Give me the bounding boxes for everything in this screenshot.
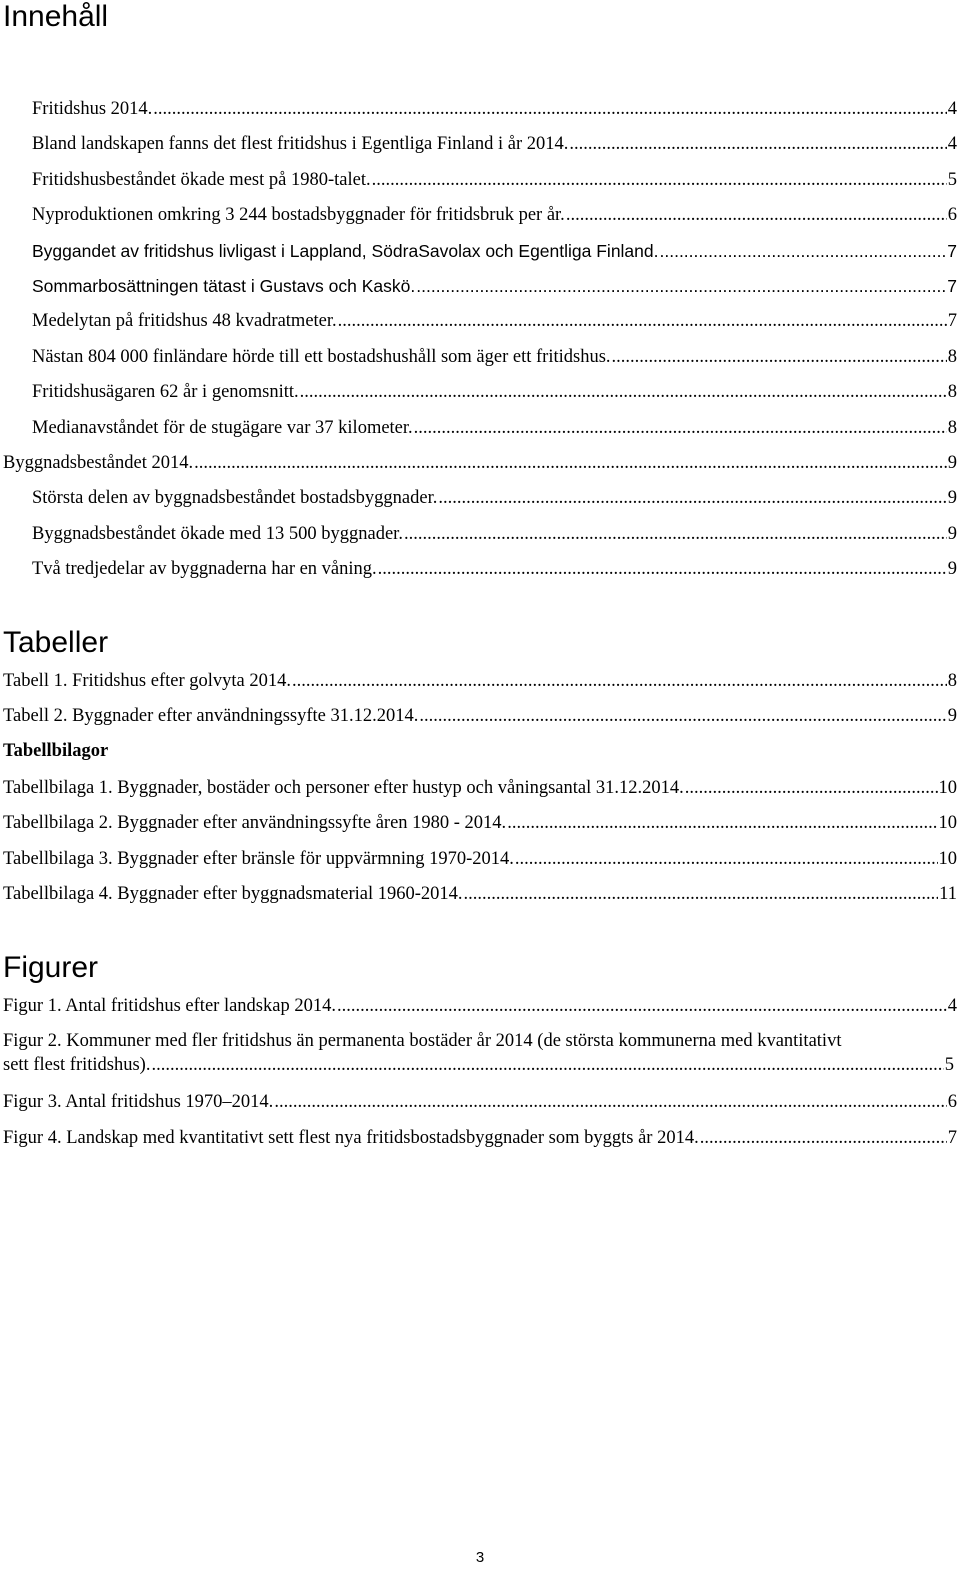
toc-entry-page: 4 [947, 996, 957, 1016]
contents-list [0, 97, 957, 592]
toc-entry-page: 10 [938, 813, 957, 834]
toc-entry-title: Byggnadsbeståndet 2014. [3, 452, 194, 473]
toc-entry-title: Figur 4. Landskap med kvantitativt sett flest nya fritidsbostadsbyggnader som byggts år 2014. [3, 1127, 699, 1148]
dot-leader [566, 203, 947, 227]
toc-entry-title: Tabellbilaga 2. Byggnader efter användningssyfte åren 1980 - 2014. [3, 813, 507, 834]
toc-entry-page: 5 [947, 169, 957, 190]
toc-entry[interactable] [0, 522, 957, 557]
dot-leader [515, 847, 938, 871]
appendices-list [0, 776, 957, 918]
toc-entry-title: Nästan 804 000 finländare hörde till ett bostadshushåll som äger ett fritidshus. [32, 346, 611, 367]
toc-entry-title: Två tredjedelar av byggnaderna har en våning. [32, 559, 377, 580]
toc-entry[interactable] [0, 882, 957, 917]
tables-list [0, 669, 957, 740]
toc-entry-page: 9 [947, 452, 957, 473]
toc-entry[interactable] [0, 97, 957, 132]
toc-entry-title: Bland landskapen fanns det flest fritidshus i Egentliga Finland i år 2014. [32, 134, 569, 155]
toc-entry[interactable] [0, 380, 957, 415]
toc-entry-page: 4 [947, 134, 957, 155]
toc-entry-title: Tabellbilaga 3. Byggnader efter bränsle för uppvärmning 1970-2014. [3, 848, 514, 869]
dot-leader [194, 451, 947, 475]
toc-entry[interactable] [0, 239, 957, 274]
toc-entry-page: 10 [938, 848, 957, 869]
dot-leader [464, 882, 939, 906]
toc-entry-title: Största delen av byggnadsbeståndet bostadsbyggnader. [32, 488, 438, 509]
dot-leader [300, 380, 947, 404]
toc-entry[interactable] [0, 811, 957, 846]
dot-leader [416, 274, 946, 298]
dot-leader [372, 168, 947, 192]
toc-entry-title: Byggandet av fritidshus livligast i Lappland, SödraSavolax och Egentliga Finland. [32, 240, 659, 261]
toc-entry-page: 6 [947, 205, 957, 226]
toc-entry[interactable] [0, 416, 957, 451]
toc-entry[interactable] [0, 203, 957, 238]
toc-entry-page: 8 [947, 671, 957, 691]
toc-entry[interactable] [0, 847, 957, 882]
toc-entry-page: 7 [947, 275, 957, 296]
toc-entry-page: 7 [947, 311, 957, 332]
toc-entry[interactable] [0, 345, 957, 380]
appendices-heading: Tabellbilagor [3, 741, 109, 761]
toc-entry[interactable] [0, 994, 957, 1029]
toc-entry[interactable] [0, 669, 957, 704]
toc-entry-title: Sommarbosättningen tätast i Gustavs och Kaskö. [32, 275, 416, 296]
dot-leader [404, 522, 947, 546]
toc-entry-title: Tabell 2. Byggnader efter användningssyfte 31.12.2014. [3, 706, 419, 727]
toc-entry-title: Byggnadsbeståndet ökade med 13 500 byggnader. [32, 523, 403, 544]
dot-leader [414, 416, 947, 440]
toc-entry[interactable] [0, 557, 957, 592]
toc-entry-title: Nyproduktionen omkring 3 244 bostadsbyggnader för fritidsbruk per år. [32, 205, 565, 226]
dot-leader [292, 669, 947, 693]
dot-leader [153, 97, 946, 121]
toc-entry[interactable] [0, 274, 957, 309]
dot-leader [337, 994, 947, 1018]
toc-entry-page: 9 [947, 706, 957, 727]
toc-entry-title: Medianavståndet för de stugägare var 37 kilometer. [32, 417, 413, 438]
toc-entry[interactable] [0, 1029, 957, 1090]
figures-list [0, 994, 957, 1161]
dot-leader [438, 486, 946, 510]
dot-leader [378, 557, 947, 581]
toc-entry-page: 8 [947, 382, 957, 403]
toc-entry[interactable] [0, 776, 957, 811]
toc-entry-title: Fritidshusbeståndet ökade mest på 1980-talet. [32, 169, 371, 190]
toc-entry-title: Figur 2. Kommuner med fler fritidshus än permanenta bostäder år 2014 (de största kommunerna med kvantitativt [3, 1031, 842, 1052]
dot-leader [151, 1053, 943, 1077]
toc-entry-page: 9 [947, 559, 957, 580]
dot-leader [569, 132, 946, 156]
toc-entry-page: 9 [947, 488, 957, 509]
toc-entry[interactable] [0, 309, 957, 344]
toc-entry[interactable] [0, 132, 957, 167]
dot-leader [660, 239, 947, 263]
toc-entry-page: 7 [947, 1127, 957, 1148]
toc-entry-title: Tabellbilaga 4. Byggnader efter byggnadsmaterial 1960-2014. [3, 884, 463, 905]
toc-entry[interactable] [0, 1090, 957, 1125]
toc-entry-title: Tabellbilaga 1. Byggnader, bostäder och personer efter hustyp och våningsantal 31.12.2014. [3, 778, 684, 798]
toc-entry-title: Tabell 1. Fritidshus efter golvyta 2014. [3, 671, 291, 691]
toc-entry-page: 5 [944, 1055, 954, 1076]
toc-entry-title-continued: sett flest fritidshus). [3, 1055, 151, 1076]
dot-leader [685, 776, 938, 800]
toc-entry[interactable] [0, 704, 957, 739]
toc-entry-title: Figur 3. Antal fritidshus 1970–2014. [3, 1092, 274, 1113]
toc-entry-page: 8 [947, 417, 957, 438]
toc-entry-page: 9 [947, 523, 957, 544]
dot-leader [274, 1090, 946, 1114]
toc-entry[interactable] [0, 486, 957, 521]
toc-entry-page: 8 [947, 346, 957, 367]
dot-leader [507, 811, 937, 835]
toc-entry-title: Figur 1. Antal fritidshus efter landskap 2014. [3, 996, 336, 1016]
toc-entry-page: 10 [938, 778, 957, 798]
toc-entry-page: 11 [939, 884, 957, 905]
toc-entry-title: Fritidshus 2014. [32, 99, 153, 119]
toc-entry[interactable] [0, 1126, 957, 1161]
toc-entry[interactable] [0, 451, 957, 486]
dot-leader [419, 704, 946, 728]
dot-leader [338, 309, 947, 333]
dot-leader [612, 345, 947, 369]
toc-entry-page: 4 [947, 99, 957, 119]
toc-entry-title: Medelytan på fritidshus 48 kvadratmeter. [32, 311, 337, 332]
toc-entry-page: 6 [947, 1092, 957, 1113]
contents-heading: Innehåll [3, 0, 109, 33]
figures-heading: Figurer [3, 951, 99, 984]
toc-entry-title: Fritidshusägaren 62 år i genomsnitt. [32, 382, 299, 403]
toc-entry-page: 7 [947, 240, 957, 261]
dot-leader [700, 1126, 947, 1150]
page-number: 3 [475, 1549, 485, 1566]
toc-entry[interactable] [0, 168, 957, 203]
tables-heading: Tabeller [3, 626, 109, 659]
